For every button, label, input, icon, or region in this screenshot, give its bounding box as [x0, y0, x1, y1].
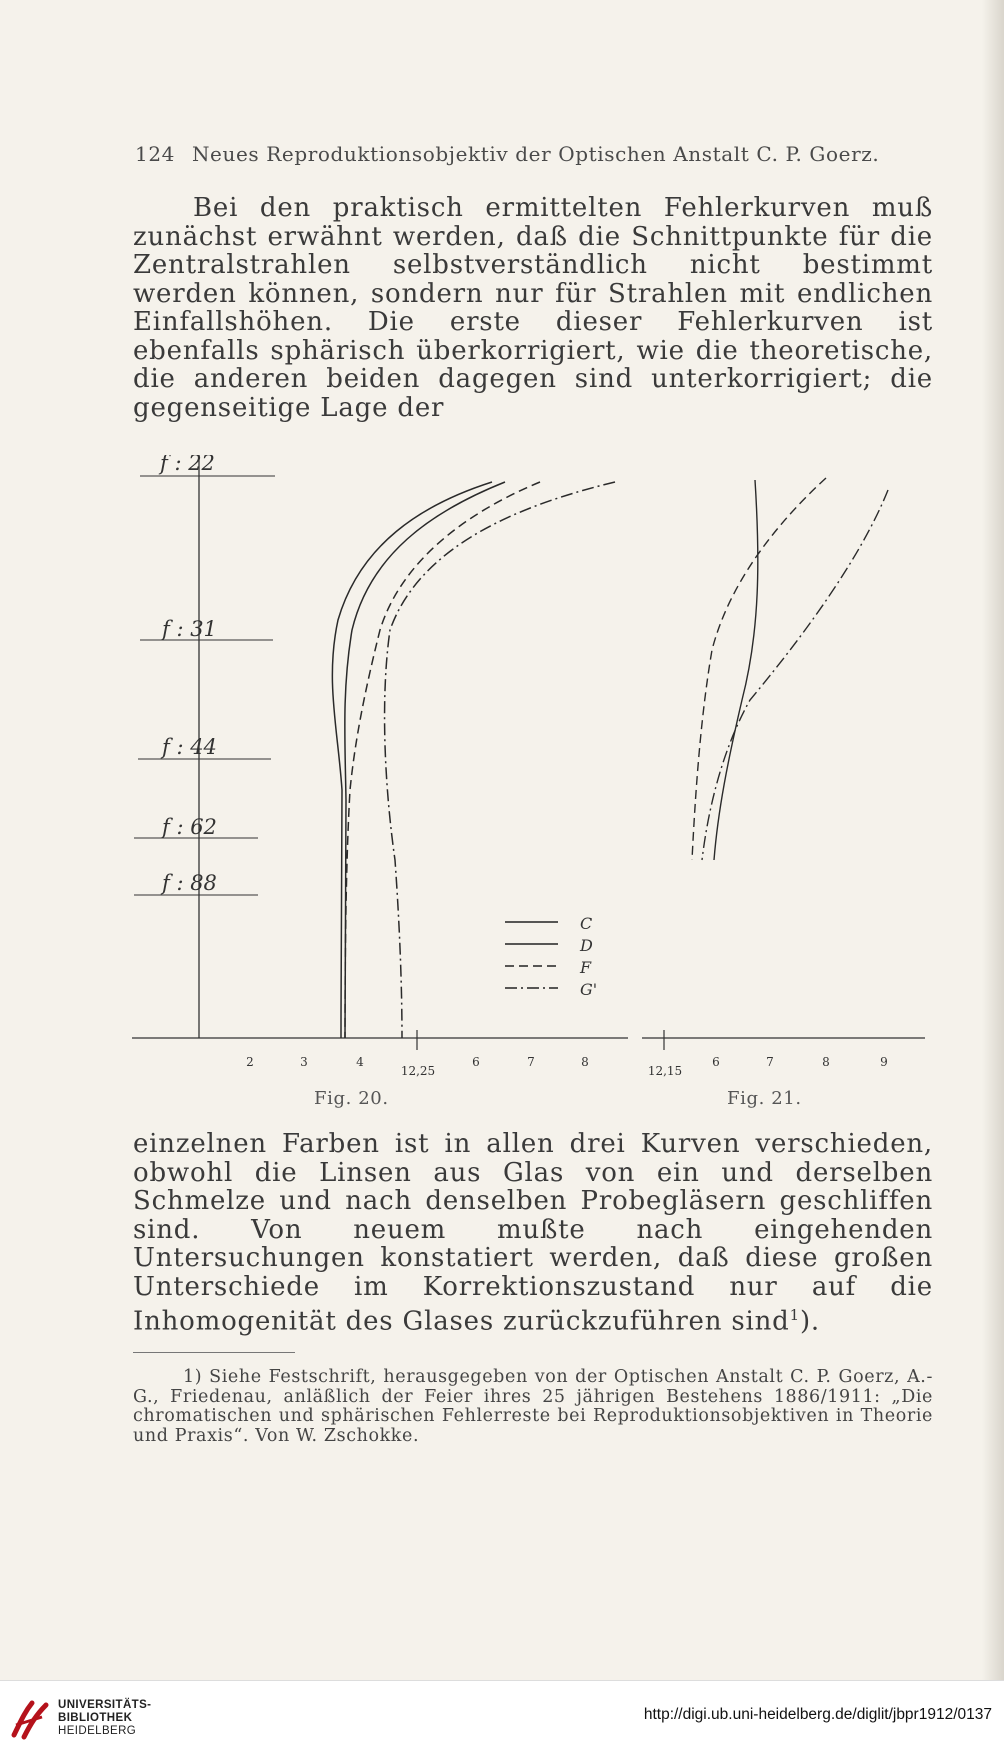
- library-logo-icon: [10, 1695, 52, 1741]
- fig21-caption: Fig. 21.: [727, 1088, 802, 1109]
- fig21-xtick-7: 7: [766, 1055, 774, 1069]
- fig20-xtick-6: 6: [472, 1055, 480, 1069]
- fig20-curve-d: [345, 482, 505, 1038]
- footnote: [133, 1368, 933, 1446]
- footnote-text: Siehe Festschrift, herausgegeben von der Optischen Anstalt C. P. Goerz, A.-G., Friedenau, anläßlich der Feier ihres 25 jährigen Bestehens 1886/1911: „Die chromatischen und sphärischen Fehlerreste bei Reproduktionsobjektiven in Theorie und Praxis“. Von W. Zschokke.: [133, 1367, 933, 1446]
- fig21-xtick-6: 6: [712, 1055, 720, 1069]
- body-paragraph-1: Bei den praktisch ermittelten Fehlerkurven muß zunächst erwähnt werden, daß die Schnittpunkte für die Zentralstrahlen selbstverständlich nicht bestimmt werden können, sondern nur für Strahlen mit endlichen Einfallshöhen. Die erste dieser Fehlerkurven ist ebenfalls sphärisch überkorrigiert, wie die theoretische, die anderen beiden dagegen sind unterkorrigiert; die gegenseitige Lage der: [133, 193, 933, 423]
- fig20-aperture-label-44: f : 44: [162, 735, 217, 759]
- page-number: 124: [135, 142, 175, 166]
- figures-20-21: [0, 455, 1004, 1115]
- fig20-xtick-8: 8: [581, 1055, 589, 1069]
- fig20-legend-label-g: G': [580, 980, 598, 999]
- running-head-title: Neues Reproduktionsobjektiv der Optischen Anstalt C. P. Goerz.: [191, 142, 880, 166]
- fig20-legend-label-c: C: [580, 914, 593, 933]
- source-url-link[interactable]: http://digi.ub.uni-heidelberg.de/diglit/jbpr1912/0137: [643, 1706, 992, 1723]
- fig20-curve-f: [345, 482, 540, 1038]
- logo-line-1: UNIVERSITÄTS-: [58, 1699, 152, 1711]
- running-head: [135, 142, 880, 166]
- fig20-legend-label-d: D: [580, 936, 593, 955]
- fig20-aperture-label-31: f : 31: [162, 617, 217, 641]
- fig21-xtick-8: 8: [822, 1055, 830, 1069]
- body-paragraph-2: [133, 1130, 933, 1336]
- footnote-rule: [133, 1352, 295, 1353]
- fig21-curve-solid: [714, 480, 758, 860]
- body-paragraph-2-text: einzelnen Farben ist in allen drei Kurven verschieden, obwohl die Linsen aus Glas von ein und derselben Schmelze und nach denselben Probegläsern geschliffen sind. Von neuem mußte nach eingehenden Untersuchungen konstatiert werden, daß diese großen Unterschiede im Korrektionszustand nur auf die Inhomogenität des Glases zurückzuführen sind: [133, 1129, 933, 1337]
- fig20-aperture-label-62: f : 62: [162, 815, 217, 839]
- fig20-curve-c: [332, 482, 492, 1038]
- fig21-xtick-9: 9: [880, 1055, 888, 1069]
- fig20-xtick-zero: 12,25: [400, 1064, 436, 1078]
- library-footer: [0, 1680, 1004, 1755]
- footnote-reference: 1: [789, 1306, 800, 1324]
- fig21-xtick-zero: 12,15: [647, 1064, 683, 1078]
- fig20-xtick-2: 2: [246, 1055, 254, 1069]
- fig20-aperture-label-22: f : 22: [160, 455, 215, 475]
- fig21-curve-dashdot: [702, 490, 888, 860]
- footnote-marker: 1): [183, 1367, 203, 1387]
- fig20-legend-label-f: F: [580, 958, 592, 977]
- body-paragraph-2-end: ).: [799, 1306, 820, 1337]
- logo-line-3: HEIDELBERG: [58, 1725, 137, 1737]
- logo-line-2: BIBLIOTHEK: [58, 1712, 133, 1724]
- library-logo-text: [58, 1699, 151, 1738]
- fig20-aperture-label-88: f : 88: [162, 871, 217, 895]
- fig20-xtick-3: 3: [300, 1055, 308, 1069]
- fig20-xtick-4: 4: [356, 1055, 364, 1069]
- fig20-caption: Fig. 20.: [314, 1088, 389, 1109]
- fig20-xtick-7: 7: [527, 1055, 535, 1069]
